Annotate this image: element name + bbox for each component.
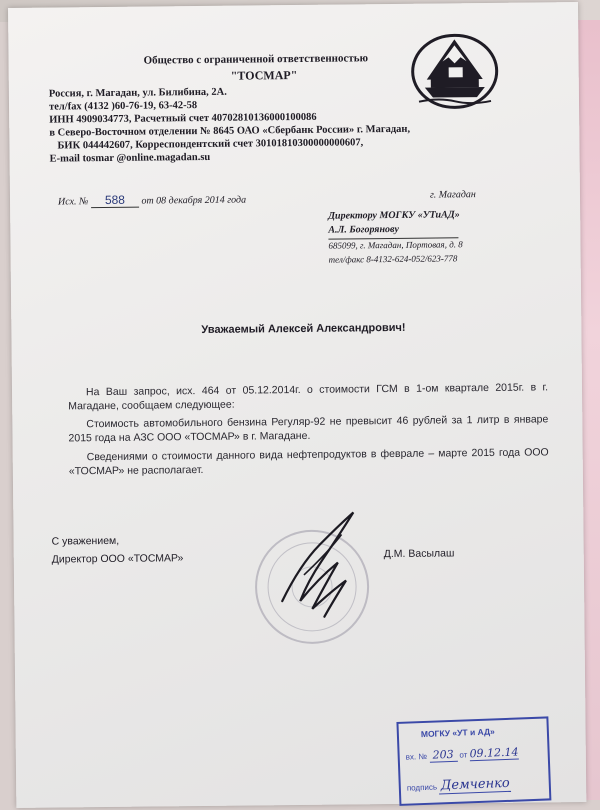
company-name: "ТОСМАР" <box>230 67 298 83</box>
recipient-phone: тел/факс 8-4132-624-052/623-778 <box>328 253 458 265</box>
body-paragraph-2: Стоимость автомобильного бензина Регуляр-92 не превысит 46 рублей за 1 литр в январе 2015 года на АЗС ООО «ТОСМАР» в г. Магадане. <box>68 413 549 445</box>
recipient-name: А.Л. Богоряновy <box>328 223 399 236</box>
company-type: Общество с ограниченной ответственностью <box>143 52 369 67</box>
outgoing-date: от 08 декабря 2014 года <box>141 194 247 207</box>
stamp-in-number: 203 <box>429 748 457 763</box>
stamp-date: 09.12.14 <box>469 745 519 761</box>
company-inn: ИНН 4909034773, Расчетный счет 40702810136000100086 <box>49 111 317 126</box>
outgoing-reference <box>58 192 246 209</box>
letter-city: г. Магадан <box>429 189 476 201</box>
closing-signer: Д.М. Васылаш <box>383 547 455 561</box>
recipient-address: 685099, г. Магадан, Портовая, д. 8 <box>328 239 463 251</box>
stamp-date-label: от <box>459 750 468 760</box>
stamp-signature-row <box>407 776 512 796</box>
company-bik: БИК 044442607, Корреспондентский счет 30101810300000000607, <box>57 137 364 152</box>
recipient-title: Директору МОГКУ «УТиАД» <box>328 209 460 222</box>
letter-page <box>8 2 586 808</box>
outgoing-number: 588 <box>91 193 139 209</box>
stamp-signature: Демченко <box>440 775 510 794</box>
company-logo-icon <box>408 31 501 112</box>
stamp-incoming-row <box>405 746 518 764</box>
round-seal-with-signature <box>241 504 393 656</box>
company-telfax: тел/fax (4132 )60-76-19, 63-42-58 <box>48 100 198 113</box>
company-email: E-mail tosmar @online.magadan.su <box>49 151 211 165</box>
received-stamp <box>396 716 551 806</box>
company-address: Россия, г. Магадан, ул. Билибина, 2А. <box>48 86 227 100</box>
stamp-in-label: вх. № <box>405 751 428 762</box>
closing-regards: С уважением, <box>51 534 120 548</box>
body-paragraph-3: Сведениями о стоимости данного вида нефтепродуктов в феврале – марте 2015 года ООО «ТОСМАР» не располагает. <box>68 446 549 478</box>
letterhead-details <box>49 84 411 166</box>
company-bank: в Северо-Восточном отделении № 8645 ОАО «Сбербанк России» г. Магадан, <box>49 123 411 139</box>
outgoing-prefix: Исх. № <box>57 196 89 208</box>
body-paragraph-1: На Ваш запрос, исх. 464 от 05.12.2014г. о стоимости ГСМ в 1-ом квартале 2015г. в г. Магадане, сообщаем следующее: <box>68 381 549 413</box>
letter-greeting: Уважаемый Алексей Александрович! <box>201 321 406 336</box>
closing-position: Директор ООО «ТОСМАР» <box>51 552 184 566</box>
stamp-organization: МОГКУ «УТ и АД» <box>420 726 495 740</box>
stamp-signature-label: подпись <box>406 782 438 793</box>
